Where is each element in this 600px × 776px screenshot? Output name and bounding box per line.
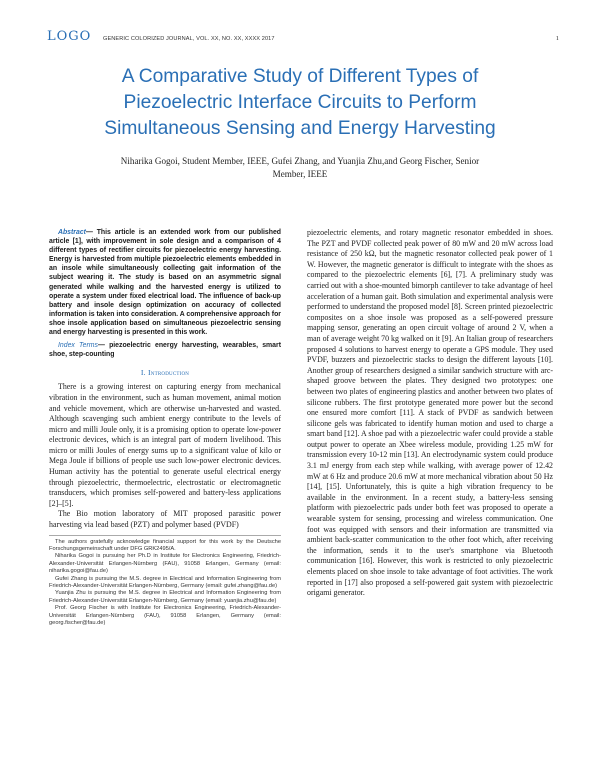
body-paragraph: piezoelectric elements, and rotary magnetic resonator embedded in shoes. The PZT and PVDF collected peak power of 80 mW and 20 mW across load resistance of 250 kΩ, but the magnetic resonator collected peak power of 1 W. However, the magnetic generator is difficult to integrate with the shoes as compared to the piezoelectric elements [6], [7]. A preliminary study was carried out with a shoe-mounted bimorph cantilever to take advantage of heel acceleration of a human gait. Both simulation and experimental analysis were performed to understand the proposed model [8]. Screen printed piezoelectric composites on a shoe insole was proposed as a self-powered pressure mapping sensor, generating an open circuit voltage of around 2 V, when a man of average weight 70 kg walked on it [9]. An Italian group of researchers proposed 4 solutions to harvest energy to operate a GPS module. They used PVDF, buzzers and piezoelectric stacks to design the different layouts [10]. Another group of researchers designed a similar sandwich structure with arc-shaped groove between the plates. They designed two prototypes: one between two plates of engineering plastics and another between two plates of silicone rubbers. The first prototype generated more power but the second one ensured more comfort [11]. A stack of PVDF as sandwich between silicone gels was fabricated to identify human motion and used to charge a smart band [12]. A shoe pad with a piezoelectric wafer could provide a stable output power to operate an Xbee wireless module, providing 1.25 mW for transmission every 10-12 min [13]. An electrodynamic system could produce 3.1 mJ energy from each step while walking, with average power of 12.42 mW at 6 Hz and produce 20.6 mW at more mechanical vibration about 50 Hz [14], [15]. Unfortunately, this is quite a high vibration frequency to be available in the environment. In a recent study, a battery-less sensing platform with piezoelectric pads under both feet was proposed to operate a wearable system for sensing, processing and wireless communication. One foot was equipped with sensors and their information are transmitted via ambient back-scatter communication to the other foot which, after receiving the information, sends it to the user's smartphone via Bluetooth communication [16]. However, this work is restricted to only piezoelectric elements placed on shoe insole to take advantage of foot activities. The work reported in [17] also proposed a self-powered gait system with piezoelectric origami generator.: [307, 228, 553, 598]
abstract: [49, 228, 281, 337]
journal-logo: LOGO: [47, 29, 92, 44]
title-line: Piezoelectric Interface Circuits to Perform: [123, 92, 477, 113]
author-line: Member, IEEE: [272, 169, 328, 179]
paper-title: [40, 64, 560, 142]
left-column: [49, 228, 281, 628]
title-line: A Comparative Study of Different Types of: [121, 66, 479, 87]
section-heading: I. Introduction: [140, 368, 190, 378]
running-header: [47, 29, 559, 48]
footnote: The authors gratefully acknowledge financial support for this work by the Deutsche Forschungsgemeinschaft under DFG GRK2495/A.: [49, 538, 281, 553]
abstract-dash: —: [85, 229, 97, 236]
index-terms-text: piezoelectric energy harvesting, wearables, smart shoe, step-counting: [49, 342, 281, 359]
footnote: Prof. Georg Fischer is with Institute for Electronics Engineering, Friedrich-Alexander-Universität Erlangen-Nürnberg (FAU), 91058 Erlangen, Germany (email: georg.fischer@fau.de): [49, 605, 281, 627]
index-terms-dash: —: [97, 342, 110, 350]
author-list: [60, 155, 540, 181]
title-line: Simultaneous Sensing and Energy Harvesting: [104, 118, 496, 139]
abstract-label: Abstract: [58, 229, 86, 236]
body-paragraph: There is a growing interest on capturing energy from mechanical vibration in the environment, such as human movement, animal motion and vehicle movement, which are otherwise un-harvested and wasted. Although scavenging such ambient energy contribute to the levels of micro and milli Joule only, it is a promising option to operate low-power electronic devices, which is an integral part of modern livelihood. This micro or milli Joules of energy sums up to a significant value of kilo or Mega Joule if billions of people use such low-power electronic devices. Human activity has the potential to generate useful electrical energy through piezoelectric, thermoelectric, electrostatic or electromagnetic transducers, which promises self-powered and battery-less applications [2]–[5].: [49, 382, 281, 508]
index-terms-label: Index Terms: [58, 342, 98, 350]
right-column: [307, 228, 553, 599]
index-terms: [49, 341, 281, 359]
footnote: Yuanjia Zhu is pursuing the M.S. degree in Electrical and Information Engineering from Friedrich-Alexander-Universität Erlangen-Nürnberg, Germany (email: yuanjia.zhu@fau.de): [49, 590, 281, 604]
footnotes: [49, 535, 281, 628]
footnote: Gufei Zhang is pursuing the M.S. degree in Electrical and Information Engineering from Friedrich-Alexander-Universität Erlangen-Nürnberg, Germany (email: gufei.zhang@fau.de): [49, 575, 281, 590]
abstract-text: This article is an extended work from our published article [1], with improvement in sole design and a comparison of 4 different types of rectifier circuits for piezoelectric energy harvesting. Energy is harvested from multiple piezoelectric elements embedded in an insole while simultaneously collecting gait information of the subject wearing it. The study is based on an asymmetric signal generated while walking and the harvested energy is utilized to operate a system under fixed electrical load. The influence of back-up battery and insole design optimization on accuracy of collected information is taken into consideration. A comprehensive approach for shoe insole application based on simultaneous piezoelectric sensing and energy harvesting is presented in this work.: [49, 229, 282, 337]
journal-info: GENERIC COLORIZED JOURNAL, VOL. XX, NO. XX, XXXX 2017: [103, 36, 275, 42]
body-paragraph: The Bio motion laboratory of MIT proposed parasitic power harvesting via lead based (PZT) and polymer based (PVDF): [49, 509, 281, 530]
author-line: Niharika Gogoi, Student Member, IEEE, Gufei Zhang, and Yuanjia Zhu,and Georg Fischer, Senior: [120, 156, 480, 166]
footnote: Niharika Gogoi is pursuing her Ph.D in Institute for Electronics Engineering, Friedrich-Alexander-Universität Erlangen-Nürnberg (FAU), 91058 Erlangen, Germany (email: niharika.gogoi@fau.de): [49, 553, 281, 575]
page-number: 1: [555, 35, 559, 42]
